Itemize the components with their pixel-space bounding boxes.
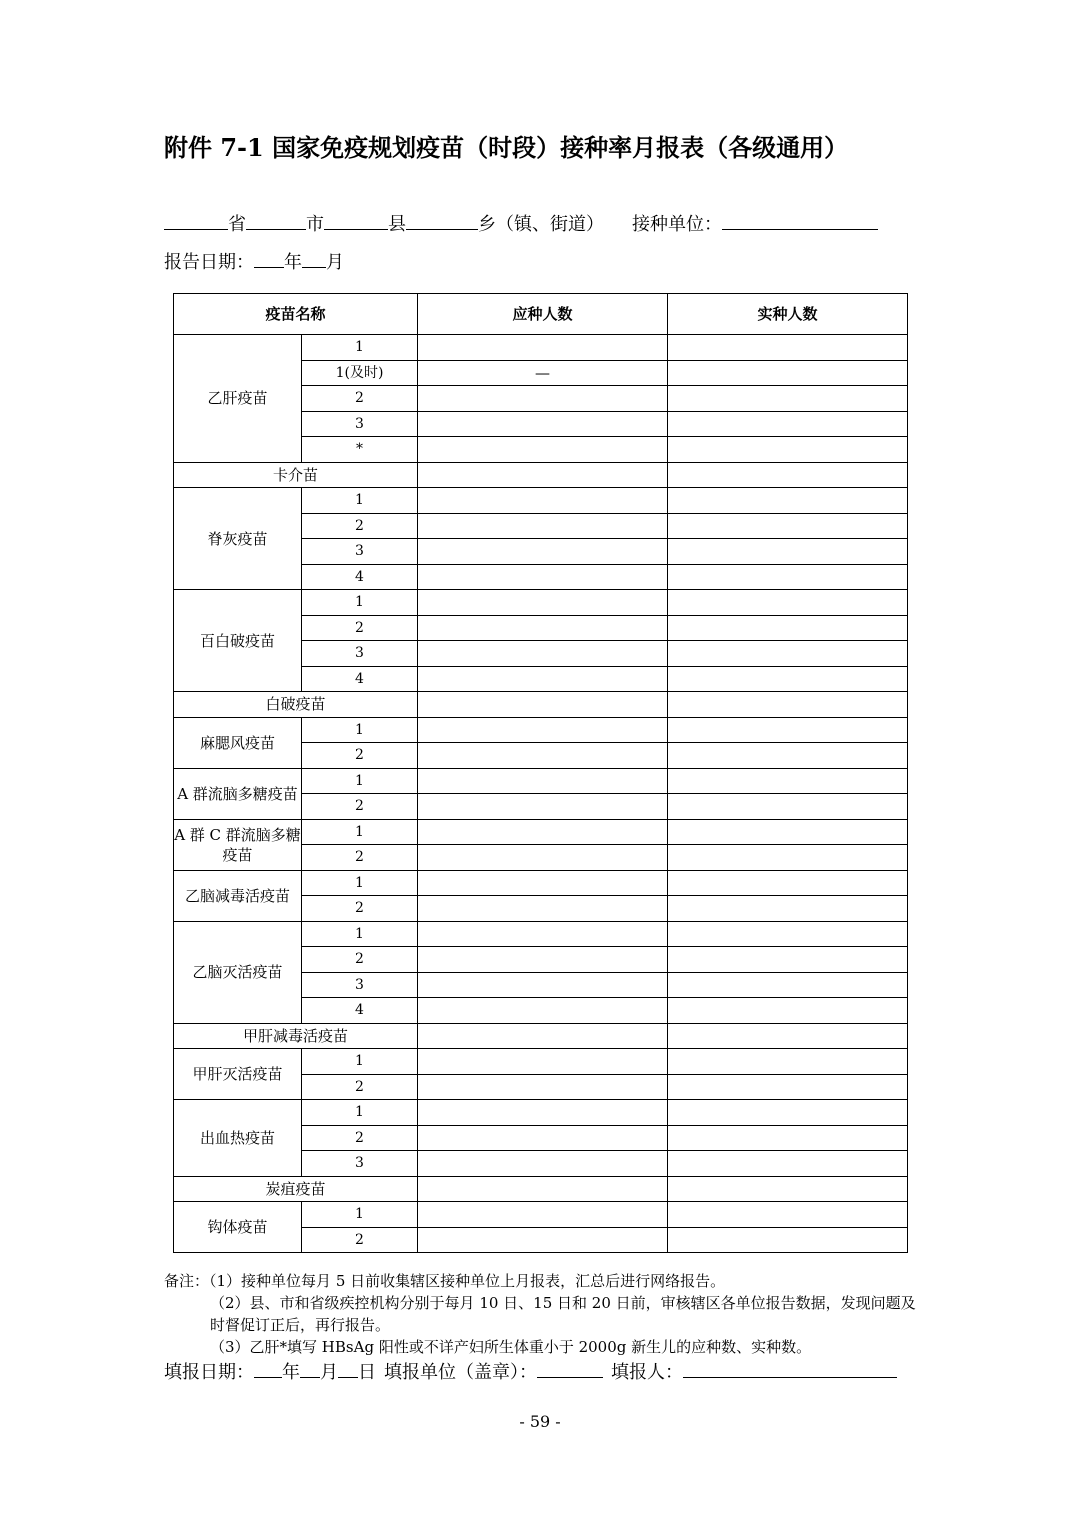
expected-count-cell[interactable] bbox=[418, 539, 668, 565]
actual-count-cell[interactable] bbox=[668, 666, 908, 692]
unit-label: 接种单位： bbox=[632, 214, 722, 235]
dose-number: 1 bbox=[302, 1100, 418, 1126]
dose-number: 1 bbox=[302, 870, 418, 896]
dose-number: 1 bbox=[302, 1049, 418, 1075]
table-row bbox=[174, 921, 908, 947]
vaccine-name: 麻腮风疫苗 bbox=[174, 717, 302, 768]
notes bbox=[164, 1270, 924, 1358]
actual-count-cell[interactable] bbox=[668, 462, 908, 488]
report-year-label: 年 bbox=[284, 252, 302, 273]
actual-count-cell[interactable] bbox=[668, 743, 908, 769]
table-row bbox=[174, 1176, 908, 1202]
page-title: 附件 7-1 国家免疫规划疫苗（时段）接种率月报表（各级通用） bbox=[164, 133, 849, 162]
actual-count-cell[interactable] bbox=[668, 386, 908, 412]
col-header-vaccine: 疫苗名称 bbox=[174, 294, 418, 335]
table-row bbox=[174, 335, 908, 361]
actual-count-cell[interactable] bbox=[668, 1049, 908, 1075]
actual-count-cell[interactable] bbox=[668, 947, 908, 973]
dose-number: 2 bbox=[302, 794, 418, 820]
actual-count-cell[interactable] bbox=[668, 437, 908, 463]
dose-number: 2 bbox=[302, 896, 418, 922]
dose-number: 2 bbox=[302, 845, 418, 871]
col-header-expected: 应种人数 bbox=[418, 294, 668, 335]
actual-count-cell[interactable] bbox=[668, 1176, 908, 1202]
table-row bbox=[174, 590, 908, 616]
actual-count-cell[interactable] bbox=[668, 513, 908, 539]
fill-date-label: 填报日期： bbox=[164, 1362, 254, 1383]
fill-day-label: 日 bbox=[358, 1362, 376, 1383]
dose-number: 3 bbox=[302, 972, 418, 998]
actual-count-cell[interactable] bbox=[668, 692, 908, 718]
actual-count-cell[interactable] bbox=[668, 488, 908, 514]
dose-number: 1 bbox=[302, 590, 418, 616]
expected-count-cell[interactable] bbox=[418, 768, 668, 794]
dose-number: 2 bbox=[302, 386, 418, 412]
expected-count-cell[interactable] bbox=[418, 717, 668, 743]
vaccine-name: 脊灰疫苗 bbox=[174, 488, 302, 590]
vaccine-name: 百白破疫苗 bbox=[174, 590, 302, 692]
actual-count-cell[interactable] bbox=[668, 819, 908, 845]
actual-count-cell[interactable] bbox=[668, 845, 908, 871]
dose-number: 2 bbox=[302, 1074, 418, 1100]
dose-number: 2 bbox=[302, 513, 418, 539]
fill-year-blank[interactable] bbox=[254, 1359, 282, 1378]
actual-count-cell[interactable] bbox=[668, 921, 908, 947]
table-row bbox=[174, 717, 908, 743]
report-date-line bbox=[164, 248, 344, 274]
fill-person-label: 填报人： bbox=[611, 1362, 683, 1383]
report-date-label: 报告日期： bbox=[164, 252, 254, 273]
expected-count-cell: — bbox=[418, 360, 668, 386]
region-line bbox=[164, 210, 878, 236]
actual-count-cell[interactable] bbox=[668, 335, 908, 361]
actual-count-cell[interactable] bbox=[668, 717, 908, 743]
dose-number: 4 bbox=[302, 564, 418, 590]
expected-count-cell[interactable] bbox=[418, 386, 668, 412]
actual-count-cell[interactable] bbox=[668, 615, 908, 641]
dose-number: 2 bbox=[302, 947, 418, 973]
table-row bbox=[174, 768, 908, 794]
dose-number: 2 bbox=[302, 615, 418, 641]
expected-count-cell[interactable] bbox=[418, 1049, 668, 1075]
note-2: （2）县、市和省级疾控机构分别于每月 10 日、15 日和 20 日前，审核辖区各单位报告数据，发现问题及时督促订正后，再行报告。 bbox=[210, 1294, 916, 1334]
table-row bbox=[174, 819, 908, 845]
dose-number: 1 bbox=[302, 717, 418, 743]
dose-number: 1 bbox=[302, 819, 418, 845]
expected-count-cell[interactable] bbox=[418, 590, 668, 616]
expected-count-cell[interactable] bbox=[418, 870, 668, 896]
dose-number: 4 bbox=[302, 666, 418, 692]
dose-number: 1 bbox=[302, 1202, 418, 1228]
actual-count-cell[interactable] bbox=[668, 1227, 908, 1253]
expected-count-cell[interactable] bbox=[418, 1125, 668, 1151]
vaccine-name: 甲肝减毒活疫苗 bbox=[174, 1023, 418, 1049]
fill-unit-blank[interactable] bbox=[537, 1359, 603, 1378]
county-label: 县 bbox=[388, 214, 406, 235]
fill-unit-label: 填报单位（盖章）： bbox=[384, 1362, 537, 1383]
unit-blank[interactable] bbox=[722, 211, 878, 230]
expected-count-cell[interactable] bbox=[418, 1151, 668, 1177]
dose-number: 1 bbox=[302, 488, 418, 514]
expected-count-cell[interactable] bbox=[418, 564, 668, 590]
expected-count-cell[interactable] bbox=[418, 998, 668, 1024]
actual-count-cell[interactable] bbox=[668, 1074, 908, 1100]
vaccine-name: 乙肝疫苗 bbox=[174, 335, 302, 463]
expected-count-cell[interactable] bbox=[418, 1176, 668, 1202]
actual-count-cell[interactable] bbox=[668, 972, 908, 998]
actual-count-cell[interactable] bbox=[668, 360, 908, 386]
vaccine-name: 乙脑灭活疫苗 bbox=[174, 921, 302, 1023]
actual-count-cell[interactable] bbox=[668, 870, 908, 896]
expected-count-cell[interactable] bbox=[418, 1023, 668, 1049]
vaccination-report-table bbox=[173, 293, 908, 1253]
expected-count-cell[interactable] bbox=[418, 615, 668, 641]
vaccine-name: A 群 C 群流脑多糖疫苗 bbox=[174, 819, 302, 870]
fill-month-label: 月 bbox=[320, 1362, 338, 1383]
expected-count-cell[interactable] bbox=[418, 488, 668, 514]
vaccine-name: 甲肝灭活疫苗 bbox=[174, 1049, 302, 1100]
expected-count-cell[interactable] bbox=[418, 1100, 668, 1126]
note-1: 备注：（1）接种单位每月 5 日前收集辖区接种单位上月报表，汇总后进行网络报告。 bbox=[164, 1272, 726, 1290]
table-row bbox=[174, 692, 908, 718]
actual-count-cell[interactable] bbox=[668, 590, 908, 616]
dose-number: 3 bbox=[302, 1151, 418, 1177]
expected-count-cell[interactable] bbox=[418, 335, 668, 361]
expected-count-cell[interactable] bbox=[418, 1202, 668, 1228]
vaccine-name: 乙脑减毒活疫苗 bbox=[174, 870, 302, 921]
actual-count-cell[interactable] bbox=[668, 1100, 908, 1126]
vaccine-name: 炭疽疫苗 bbox=[174, 1176, 418, 1202]
province-label: 省 bbox=[228, 214, 246, 235]
expected-count-cell[interactable] bbox=[418, 845, 668, 871]
dose-number: 2 bbox=[302, 743, 418, 769]
fill-person-blank[interactable] bbox=[683, 1359, 897, 1378]
expected-count-cell[interactable] bbox=[418, 437, 668, 463]
expected-count-cell[interactable] bbox=[418, 972, 668, 998]
vaccine-name: A 群流脑多糖疫苗 bbox=[174, 768, 302, 819]
township-label: 乡（镇、街道） bbox=[478, 214, 604, 235]
fill-day-blank[interactable] bbox=[338, 1359, 358, 1378]
expected-count-cell[interactable] bbox=[418, 921, 668, 947]
dose-number: 2 bbox=[302, 1227, 418, 1253]
note-3: （3）乙肝*填写 HBsAg 阳性或不详产妇所生体重小于 2000g 新生儿的应种数、实种数。 bbox=[210, 1338, 812, 1356]
expected-count-cell[interactable] bbox=[418, 794, 668, 820]
actual-count-cell[interactable] bbox=[668, 1151, 908, 1177]
actual-count-cell[interactable] bbox=[668, 794, 908, 820]
dose-number: 3 bbox=[302, 539, 418, 565]
actual-count-cell[interactable] bbox=[668, 896, 908, 922]
table-header-row bbox=[174, 294, 908, 335]
actual-count-cell[interactable] bbox=[668, 641, 908, 667]
report-month-blank[interactable] bbox=[302, 249, 326, 268]
dose-number: 1(及时) bbox=[302, 360, 418, 386]
actual-count-cell[interactable] bbox=[668, 768, 908, 794]
dose-number: 1 bbox=[302, 921, 418, 947]
fill-month-blank[interactable] bbox=[300, 1359, 320, 1378]
table-row bbox=[174, 870, 908, 896]
vaccine-name: 白破疫苗 bbox=[174, 692, 418, 718]
township-blank[interactable] bbox=[406, 211, 478, 230]
dose-number: 4 bbox=[302, 998, 418, 1024]
expected-count-cell[interactable] bbox=[418, 1074, 668, 1100]
table-row bbox=[174, 1049, 908, 1075]
actual-count-cell[interactable] bbox=[668, 1125, 908, 1151]
expected-count-cell[interactable] bbox=[418, 947, 668, 973]
table-row bbox=[174, 462, 908, 488]
table-row bbox=[174, 1202, 908, 1228]
province-blank[interactable] bbox=[164, 211, 228, 230]
actual-count-cell[interactable] bbox=[668, 1023, 908, 1049]
report-year-blank[interactable] bbox=[254, 249, 284, 268]
vaccine-name: 出血热疫苗 bbox=[174, 1100, 302, 1177]
city-label: 市 bbox=[306, 214, 324, 235]
city-blank[interactable] bbox=[246, 211, 306, 230]
actual-count-cell[interactable] bbox=[668, 1202, 908, 1228]
actual-count-cell[interactable] bbox=[668, 411, 908, 437]
expected-count-cell[interactable] bbox=[418, 411, 668, 437]
actual-count-cell[interactable] bbox=[668, 564, 908, 590]
dose-number: 1 bbox=[302, 335, 418, 361]
expected-count-cell[interactable] bbox=[418, 513, 668, 539]
dose-number: 3 bbox=[302, 411, 418, 437]
vaccine-name: 钩体疫苗 bbox=[174, 1202, 302, 1253]
actual-count-cell[interactable] bbox=[668, 998, 908, 1024]
page-number: - 59 - bbox=[519, 1412, 561, 1431]
dose-number: 1 bbox=[302, 768, 418, 794]
expected-count-cell[interactable] bbox=[418, 743, 668, 769]
table-row bbox=[174, 1100, 908, 1126]
fill-year-label: 年 bbox=[282, 1362, 300, 1383]
dose-number: * bbox=[302, 437, 418, 463]
table-row bbox=[174, 1023, 908, 1049]
footer-fill-line bbox=[164, 1358, 897, 1384]
actual-count-cell[interactable] bbox=[668, 539, 908, 565]
report-month-label: 月 bbox=[326, 252, 344, 273]
expected-count-cell[interactable] bbox=[418, 1227, 668, 1253]
vaccine-name: 卡介苗 bbox=[174, 462, 418, 488]
expected-count-cell[interactable] bbox=[418, 462, 668, 488]
county-blank[interactable] bbox=[324, 211, 388, 230]
expected-count-cell[interactable] bbox=[418, 666, 668, 692]
expected-count-cell[interactable] bbox=[418, 819, 668, 845]
dose-number: 3 bbox=[302, 641, 418, 667]
table-body bbox=[174, 335, 908, 1253]
col-header-actual: 实种人数 bbox=[668, 294, 908, 335]
dose-number: 2 bbox=[302, 1125, 418, 1151]
table-row bbox=[174, 488, 908, 514]
expected-count-cell[interactable] bbox=[418, 896, 668, 922]
expected-count-cell[interactable] bbox=[418, 692, 668, 718]
expected-count-cell[interactable] bbox=[418, 641, 668, 667]
